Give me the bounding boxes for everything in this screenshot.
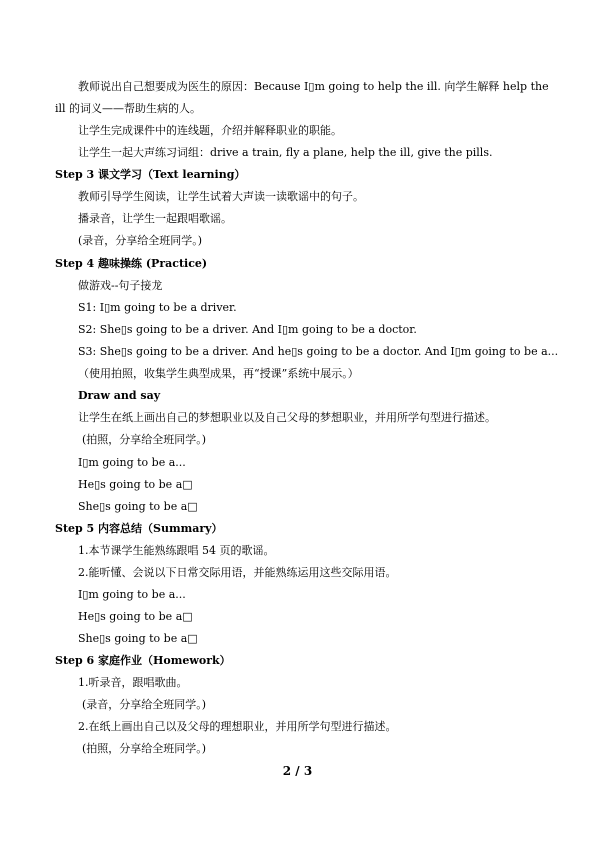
section-heading: Step 3 课文学习（Text learning）: [55, 168, 246, 181]
paragraph-line: 1.本节课学生能熟练跟唱 54 页的歌谣。: [78, 544, 275, 557]
paragraph-line: She▯s going to be a□: [78, 500, 198, 513]
paragraph-line: S1: I▯m going to be a driver.: [78, 301, 237, 314]
paragraph-line: 让学生在纸上画出自己的梦想职业以及自己父母的梦想职业，并用所学句型进行描述。: [78, 411, 496, 424]
subheading: Draw and say: [78, 389, 161, 402]
paragraph-line: ill 的词义——帮助生病的人。: [55, 102, 202, 115]
paragraph-line: (拍照，分享给全班同学。): [82, 742, 207, 755]
paragraph-line: He▯s going to be a□: [78, 610, 193, 623]
paragraph-line: (拍照，分享给全班同学。): [82, 433, 207, 446]
paragraph-line: 让学生一起大声练习词组：drive a train, fly a plane, help the ill, give the pills.: [78, 146, 493, 159]
paragraph-line: (录音，分享给全班同学。): [78, 234, 203, 247]
paragraph-line: （使用拍照，收集学生典型成果，再“授课”系统中展示。）: [78, 367, 359, 380]
paragraph-line: 1.听录音，跟唱歌曲。: [78, 676, 188, 689]
paragraph-line: 2.能听懂、会说以下日常交际用语，并能熟练运用这些交际用语。: [78, 566, 397, 579]
section-heading: Step 5 内容总结（Summary）: [55, 522, 223, 535]
section-heading: Step 6 家庭作业（Homework）: [55, 654, 231, 667]
page-number: 2 / 3: [282, 764, 313, 778]
paragraph-line: 教师引导学生阅读，让学生试着大声读一读歌谣中的句子。: [78, 190, 364, 203]
paragraph-line: 播录音，让学生一起跟唱歌谣。: [78, 212, 232, 225]
paragraph-line: 做游戏--句子接龙: [78, 279, 163, 292]
paragraph-line: He▯s going to be a□: [78, 478, 193, 491]
paragraph-line: I▯m going to be a...: [78, 456, 186, 469]
paragraph-line: She▯s going to be a□: [78, 632, 198, 645]
paragraph-line: S2: She▯s going to be a driver. And I▯m going to be a doctor.: [78, 323, 417, 336]
paragraph-line: (录音，分享给全班同学。): [82, 698, 207, 711]
section-heading: Step 4 趣味操练 (Practice): [55, 257, 208, 270]
paragraph-line: 让学生完成课件中的连线题，介绍并解释职业的职能。: [78, 124, 342, 137]
paragraph-line: I▯m going to be a...: [78, 588, 186, 601]
paragraph-line: S3: She▯s going to be a driver. And he▯s going to be a doctor. And I▯m going to be a...: [78, 345, 559, 358]
paragraph-line: 教师说出自己想要成为医生的原因：Because I▯m going to help the ill. 向学生解释 help the: [78, 80, 549, 93]
paragraph-line: 2.在纸上画出自己以及父母的理想职业，并用所学句型进行描述。: [78, 720, 397, 733]
